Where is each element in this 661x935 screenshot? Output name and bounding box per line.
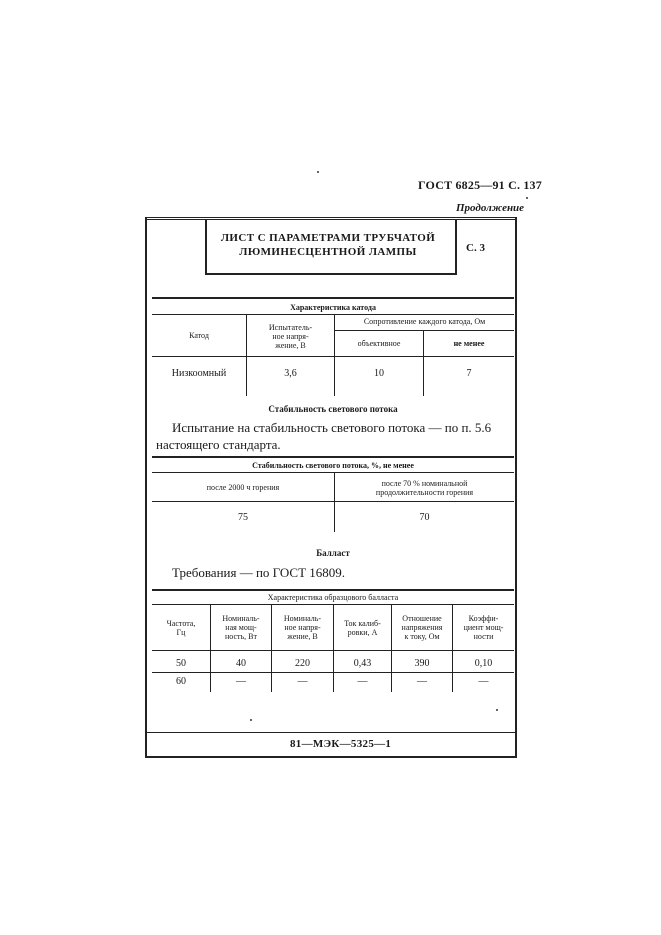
ballast-voltage-header: [272, 614, 333, 641]
title-top-rule: [145, 219, 517, 220]
min-resistance-value: 7: [466, 368, 472, 379]
ballast-ratio-line-3: к току, Ом: [404, 632, 440, 641]
cathode-caption-rule: [152, 314, 514, 315]
ballast-voltage-line-1: Номиналь-: [283, 614, 322, 623]
col-test-voltage-header: [247, 323, 334, 350]
ballast-ratio-line-1: Отношение: [402, 614, 442, 623]
ballast-current-header: [334, 619, 391, 637]
cathode-type-value: Низкоомный: [171, 368, 227, 379]
col-objective-header: объективное: [357, 339, 401, 348]
ballast-voltage-line-2: ное напря-: [284, 623, 321, 632]
col-resistance-header: Сопротивление каждого катода, Ом: [363, 317, 486, 326]
sheet-title-line-1: ЛИСТ С ПАРАМЕТРАМИ ТРУБЧАТОЙ: [220, 232, 436, 244]
ballast-power-line-2: ная мощ-: [225, 623, 257, 632]
footer-rule: [145, 732, 517, 733]
flux-table-caption: Стабильность светового потока, %, не менее: [252, 461, 414, 470]
cathode-col-divider-2: [334, 314, 335, 396]
ballast-ratio-line-2: напряжения: [401, 623, 443, 632]
table-row-power: —: [236, 676, 246, 687]
table-row-voltage: 220: [295, 658, 310, 669]
flux-caption-rule: [152, 472, 514, 473]
title-left-divider: [205, 219, 207, 275]
ballast-current-line-1: Ток калиб-: [344, 619, 381, 628]
col-test-voltage-line-2: ное напря-: [272, 332, 309, 341]
ballast-voltage-line-3: жение, В: [287, 632, 318, 641]
ballast-requirements-text: Требования — по ГОСТ 16809.: [172, 565, 346, 580]
title-bottom-rule: [205, 273, 457, 275]
ballast-power-line-3: ность, Вт: [224, 632, 257, 641]
ballast-table-caption: Характеристика образцового балласта: [267, 593, 399, 602]
table-row-current: 0,43: [353, 658, 372, 669]
flux-70pct-value: 70: [419, 512, 430, 523]
scan-speck: [250, 719, 252, 721]
ballast-power-header: [211, 614, 271, 641]
table-row-voltage: —: [297, 676, 308, 687]
ballast-pf-header: [453, 614, 514, 641]
ballast-freq-line-2: Гц: [176, 628, 186, 637]
flux-col-70pct-header: [335, 479, 514, 497]
ballast-freq-line-1: Частота,: [166, 619, 196, 628]
table-row-current: —: [357, 676, 368, 687]
ballast-ratio-header: [392, 614, 452, 641]
test-voltage-value: 3,6: [284, 368, 297, 379]
ballast-pf-line-1: Коэффи-: [468, 614, 499, 623]
table-row-freq: 60: [176, 676, 186, 687]
ballast-table-top-rule: [152, 589, 514, 591]
cathode-table-caption: Характеристика катода: [290, 303, 376, 312]
flux-stability-text-line-2: настоящего стандарта.: [156, 437, 281, 452]
table-row-pf: —: [478, 676, 489, 687]
cathode-header-rule: [152, 356, 514, 357]
ballast-pf-line-2: циент мощ-: [463, 623, 504, 632]
scan-speck: [496, 709, 498, 711]
scan-speck: [526, 197, 528, 199]
standard-reference: ГОСТ 6825—91 С. 137: [418, 178, 542, 192]
continuation-label: Продолжение: [456, 202, 525, 214]
ballast-power-line-1: Номиналь-: [222, 614, 260, 623]
scan-speck: [317, 171, 319, 173]
ballast-row-rule: [152, 672, 514, 673]
flux-2000h-value: 75: [238, 512, 248, 523]
title-right-divider: [455, 219, 457, 275]
sheet-page-number: С. 3: [466, 242, 485, 254]
ballast-heading: Балласт: [316, 548, 350, 558]
ballast-pf-line-3: ности: [473, 632, 494, 641]
table-row-power: 40: [236, 658, 246, 669]
resistance-subheader-rule: [334, 330, 514, 331]
table-row-freq: 50: [176, 658, 186, 669]
flux-stability-heading: Стабильность светового потока: [268, 404, 398, 414]
objective-resistance-value: 10: [374, 368, 384, 379]
sheet-title-line-2: ЛЮМИНЕСЦЕНТНОЙ ЛАМПЫ: [239, 246, 417, 258]
flux-stability-text-line-1: Испытание на стабильность светового потока — по п. 5.6: [172, 420, 492, 435]
sheet-title: [212, 231, 444, 259]
flux-col-70pct-line-2: продолжительности горения: [375, 488, 474, 497]
ballast-header-rule: [152, 650, 514, 651]
table-row-ratio: 390: [414, 658, 430, 669]
cathode-table-top-rule: [152, 297, 514, 299]
ballast-current-line-2: ровки, А: [347, 628, 378, 637]
col-min-header: не менее: [453, 339, 485, 348]
footer-code: 81—МЭК—5325—1: [290, 738, 392, 750]
ballast-freq-header: [152, 619, 210, 637]
flux-col-2000h-header: после 2000 ч горения: [206, 483, 280, 492]
col-test-voltage-line-1: Испытатель-: [268, 323, 313, 332]
col-cathode-header: Катод: [189, 331, 209, 340]
flux-col-70pct-line-1: после 70 % номинальной: [381, 479, 468, 488]
table-row-pf: 0,10: [474, 658, 493, 669]
table-row-ratio: —: [417, 676, 427, 687]
flux-header-rule: [152, 501, 514, 502]
flux-table-top-rule: [152, 456, 514, 458]
col-test-voltage-line-3: жение, В: [275, 341, 306, 350]
